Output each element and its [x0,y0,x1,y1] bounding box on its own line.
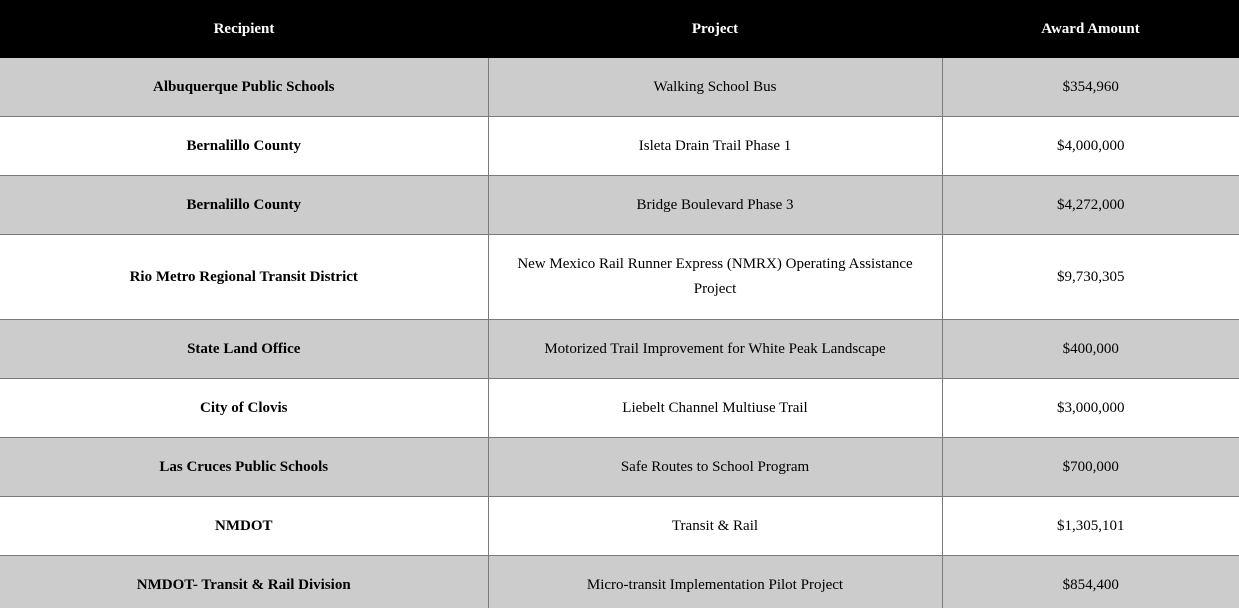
table-row [0,438,1239,497]
amount-cell: $4,000,000 [942,117,1239,176]
project-cell: Motorized Trail Improvement for White Peak Landscape [488,320,942,379]
table-row [0,235,1239,320]
recipient-cell: NMDOT- Transit & Rail Division [0,556,488,608]
recipient-cell: Rio Metro Regional Transit District [0,235,488,320]
table-row [0,497,1239,556]
amount-cell: $700,000 [942,438,1239,497]
table-header-row [0,0,1239,58]
recipient-cell: City of Clovis [0,379,488,438]
header-award-amount: Award Amount [942,0,1239,58]
recipient-cell: State Land Office [0,320,488,379]
amount-cell: $400,000 [942,320,1239,379]
amount-cell: $3,000,000 [942,379,1239,438]
table-row [0,320,1239,379]
recipient-cell: Bernalillo County [0,117,488,176]
project-cell: Safe Routes to School Program [488,438,942,497]
amount-cell: $854,400 [942,556,1239,608]
amount-cell: $9,730,305 [942,235,1239,320]
table-row [0,58,1239,117]
recipient-cell: NMDOT [0,497,488,556]
project-cell: Isleta Drain Trail Phase 1 [488,117,942,176]
recipient-cell: Albuquerque Public Schools [0,58,488,117]
project-cell: Micro-transit Implementation Pilot Project [488,556,942,608]
amount-cell: $1,305,101 [942,497,1239,556]
project-cell: Transit & Rail [488,497,942,556]
table-row [0,176,1239,235]
table-row [0,379,1239,438]
project-cell: New Mexico Rail Runner Express (NMRX) Operating Assistance Project [488,235,942,320]
amount-cell: $354,960 [942,58,1239,117]
table-row [0,117,1239,176]
project-cell: Liebelt Channel Multiuse Trail [488,379,942,438]
recipient-cell: Bernalillo County [0,176,488,235]
project-cell: Bridge Boulevard Phase 3 [488,176,942,235]
project-cell: Walking School Bus [488,58,942,117]
header-recipient: Recipient [0,0,488,58]
amount-cell: $4,272,000 [942,176,1239,235]
table-row [0,556,1239,608]
recipient-cell: Las Cruces Public Schools [0,438,488,497]
header-project: Project [488,0,942,58]
